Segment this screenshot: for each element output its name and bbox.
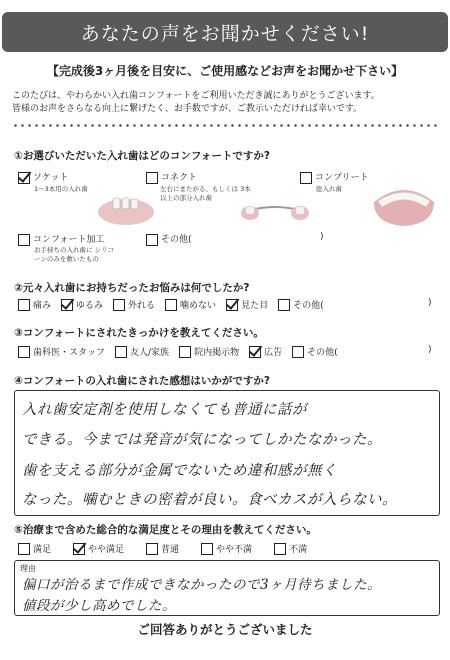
option-label: 普通 [161, 545, 180, 555]
q2-options [18, 298, 334, 311]
close-paren: ) [428, 345, 432, 355]
option-label: その他( [293, 301, 324, 311]
question-3: ③コンフォートにされたきっかけを教えてください。 [14, 327, 264, 339]
option-label: その他( [161, 235, 192, 245]
option-label: 満足 [33, 545, 52, 555]
option-appearance[interactable] [226, 298, 268, 311]
option-other[interactable] [146, 232, 192, 246]
option-label: コンプリート [315, 173, 369, 183]
option-label: コンフォート加工 [33, 235, 105, 245]
option-label: 噛めない [180, 301, 217, 311]
option-note: 1〜3本用の入れ歯 [34, 185, 88, 193]
option-loose[interactable] [61, 298, 103, 311]
thank-you-footer: ご回答ありがとうございました [137, 622, 313, 637]
banner-text: あなたの声をお聞かせください! [80, 22, 370, 45]
checkbox[interactable] [18, 299, 30, 311]
option-label: 広告 [264, 348, 283, 358]
intro-text [12, 90, 442, 116]
checkbox[interactable] [146, 234, 158, 246]
reason-label: 理由 [20, 564, 36, 573]
option-friend-family[interactable] [115, 345, 169, 358]
option-complete[interactable] [300, 170, 369, 184]
checkbox[interactable] [18, 346, 30, 358]
option-label: ソケット [33, 173, 69, 183]
option-clinic-poster[interactable] [179, 345, 239, 358]
option-label: 不満 [289, 545, 308, 555]
option-label: 歯科医・スタッフ [33, 348, 106, 358]
question-2: ②元々入れ歯にお持ちだったお悩みは何でしたか? [14, 282, 250, 294]
option-advertisement[interactable] [249, 345, 282, 358]
option-dentist-staff[interactable] [18, 345, 105, 358]
option-label: 外れる [128, 301, 156, 311]
denture-complete-image [368, 182, 440, 230]
reason-line-1: 偏口が治るまで作成できなかったので3ヶ月待ちました。 [22, 577, 382, 593]
option-label: 友人/家族 [130, 348, 170, 358]
checkbox-checked[interactable] [226, 299, 238, 311]
option-label: その他( [307, 348, 338, 358]
question-4: ④コンフォートの入れ歯にされた感想はいかがですか? [14, 375, 270, 387]
q3-options [18, 345, 348, 358]
option-label: 痛み [33, 301, 52, 311]
checkbox-checked[interactable] [61, 299, 73, 311]
option-satisfied[interactable] [18, 542, 51, 555]
answer-line-2: できる。今までは発音が気になってしかたなかった。 [22, 432, 382, 448]
checkbox[interactable] [274, 543, 286, 555]
denture-socket-image [95, 190, 157, 230]
option-falls-out[interactable] [113, 298, 155, 311]
checkbox[interactable] [146, 172, 158, 184]
option-other[interactable] [278, 298, 324, 311]
option-label: 院内掲示物 [194, 348, 240, 358]
checkbox[interactable] [18, 234, 30, 246]
checkbox[interactable] [165, 299, 177, 311]
checkbox[interactable] [292, 346, 304, 358]
checkbox-checked[interactable] [249, 346, 261, 358]
intro-line-1: このたびは、やわらかい入れ歯コンフォートをご利用いただき誠にありがとうございます。 [12, 91, 380, 101]
checkbox-checked[interactable] [73, 543, 85, 555]
checkbox[interactable] [201, 543, 213, 555]
option-socket[interactable] [18, 170, 68, 184]
answer-line-3: 歯を支える部分が金属でないため違和感が無く [22, 463, 337, 479]
option-other[interactable] [292, 345, 338, 358]
option-label: やや不満 [216, 545, 253, 555]
intro-line-2: 皆様のお声をさらなる向上に繋げたく、お手数ですが、ご教示いただければ幸いです。 [12, 104, 363, 114]
reason-line-2: 値段が少し高めでした。 [22, 598, 176, 614]
question-1: ①お選びいただいた入れ歯はどのコンフォートですか? [14, 150, 270, 162]
option-note: 左右にまたがる、もしくは 3本以上の部分入れ歯 [160, 185, 251, 202]
checkbox[interactable] [179, 346, 191, 358]
checkbox[interactable] [18, 543, 30, 555]
subtitle: 【完成後3ヶ月後を目安に、ご使用感などお声をお聞かせ下さい】 [46, 64, 404, 78]
option-label: 見た目 [241, 301, 269, 311]
option-comfort-processing[interactable] [18, 232, 105, 246]
denture-connect-image [240, 198, 310, 224]
question-5: ⑤治療まで含めた総合的な満足度とその理由を教えてください。 [14, 524, 317, 536]
option-pain[interactable] [18, 298, 51, 311]
checkbox[interactable] [146, 543, 158, 555]
option-cannot-chew[interactable] [165, 298, 216, 311]
option-note: お手持ちの入れ歯に シリコーンのみを敷いたもの [34, 246, 114, 263]
option-somewhat-dissatisfied[interactable] [201, 542, 252, 555]
dotted-divider [12, 124, 440, 127]
answer-line-1: 入れ歯安定剤を使用しなくても普通に話が [22, 402, 307, 418]
option-note: 総入れ歯 [316, 185, 342, 193]
option-connect[interactable] [146, 170, 197, 184]
checkbox[interactable] [300, 172, 312, 184]
checkbox[interactable] [113, 299, 125, 311]
q5-options [18, 542, 317, 555]
checkbox[interactable] [115, 346, 127, 358]
option-label: ゆるみ [76, 301, 104, 311]
option-label: やや満足 [88, 545, 125, 555]
close-paren: ) [320, 232, 324, 242]
option-neutral[interactable] [146, 542, 179, 555]
answer-line-4: なった。噛むときの密着が良い。食べカスが入らない。 [22, 492, 397, 508]
option-label: コネクト [161, 173, 198, 183]
checkbox-checked[interactable] [18, 172, 30, 184]
checkbox[interactable] [278, 299, 290, 311]
option-dissatisfied[interactable] [274, 542, 307, 555]
title-banner [2, 12, 448, 52]
close-paren: ) [428, 298, 432, 308]
option-somewhat-satisfied[interactable] [73, 542, 124, 555]
